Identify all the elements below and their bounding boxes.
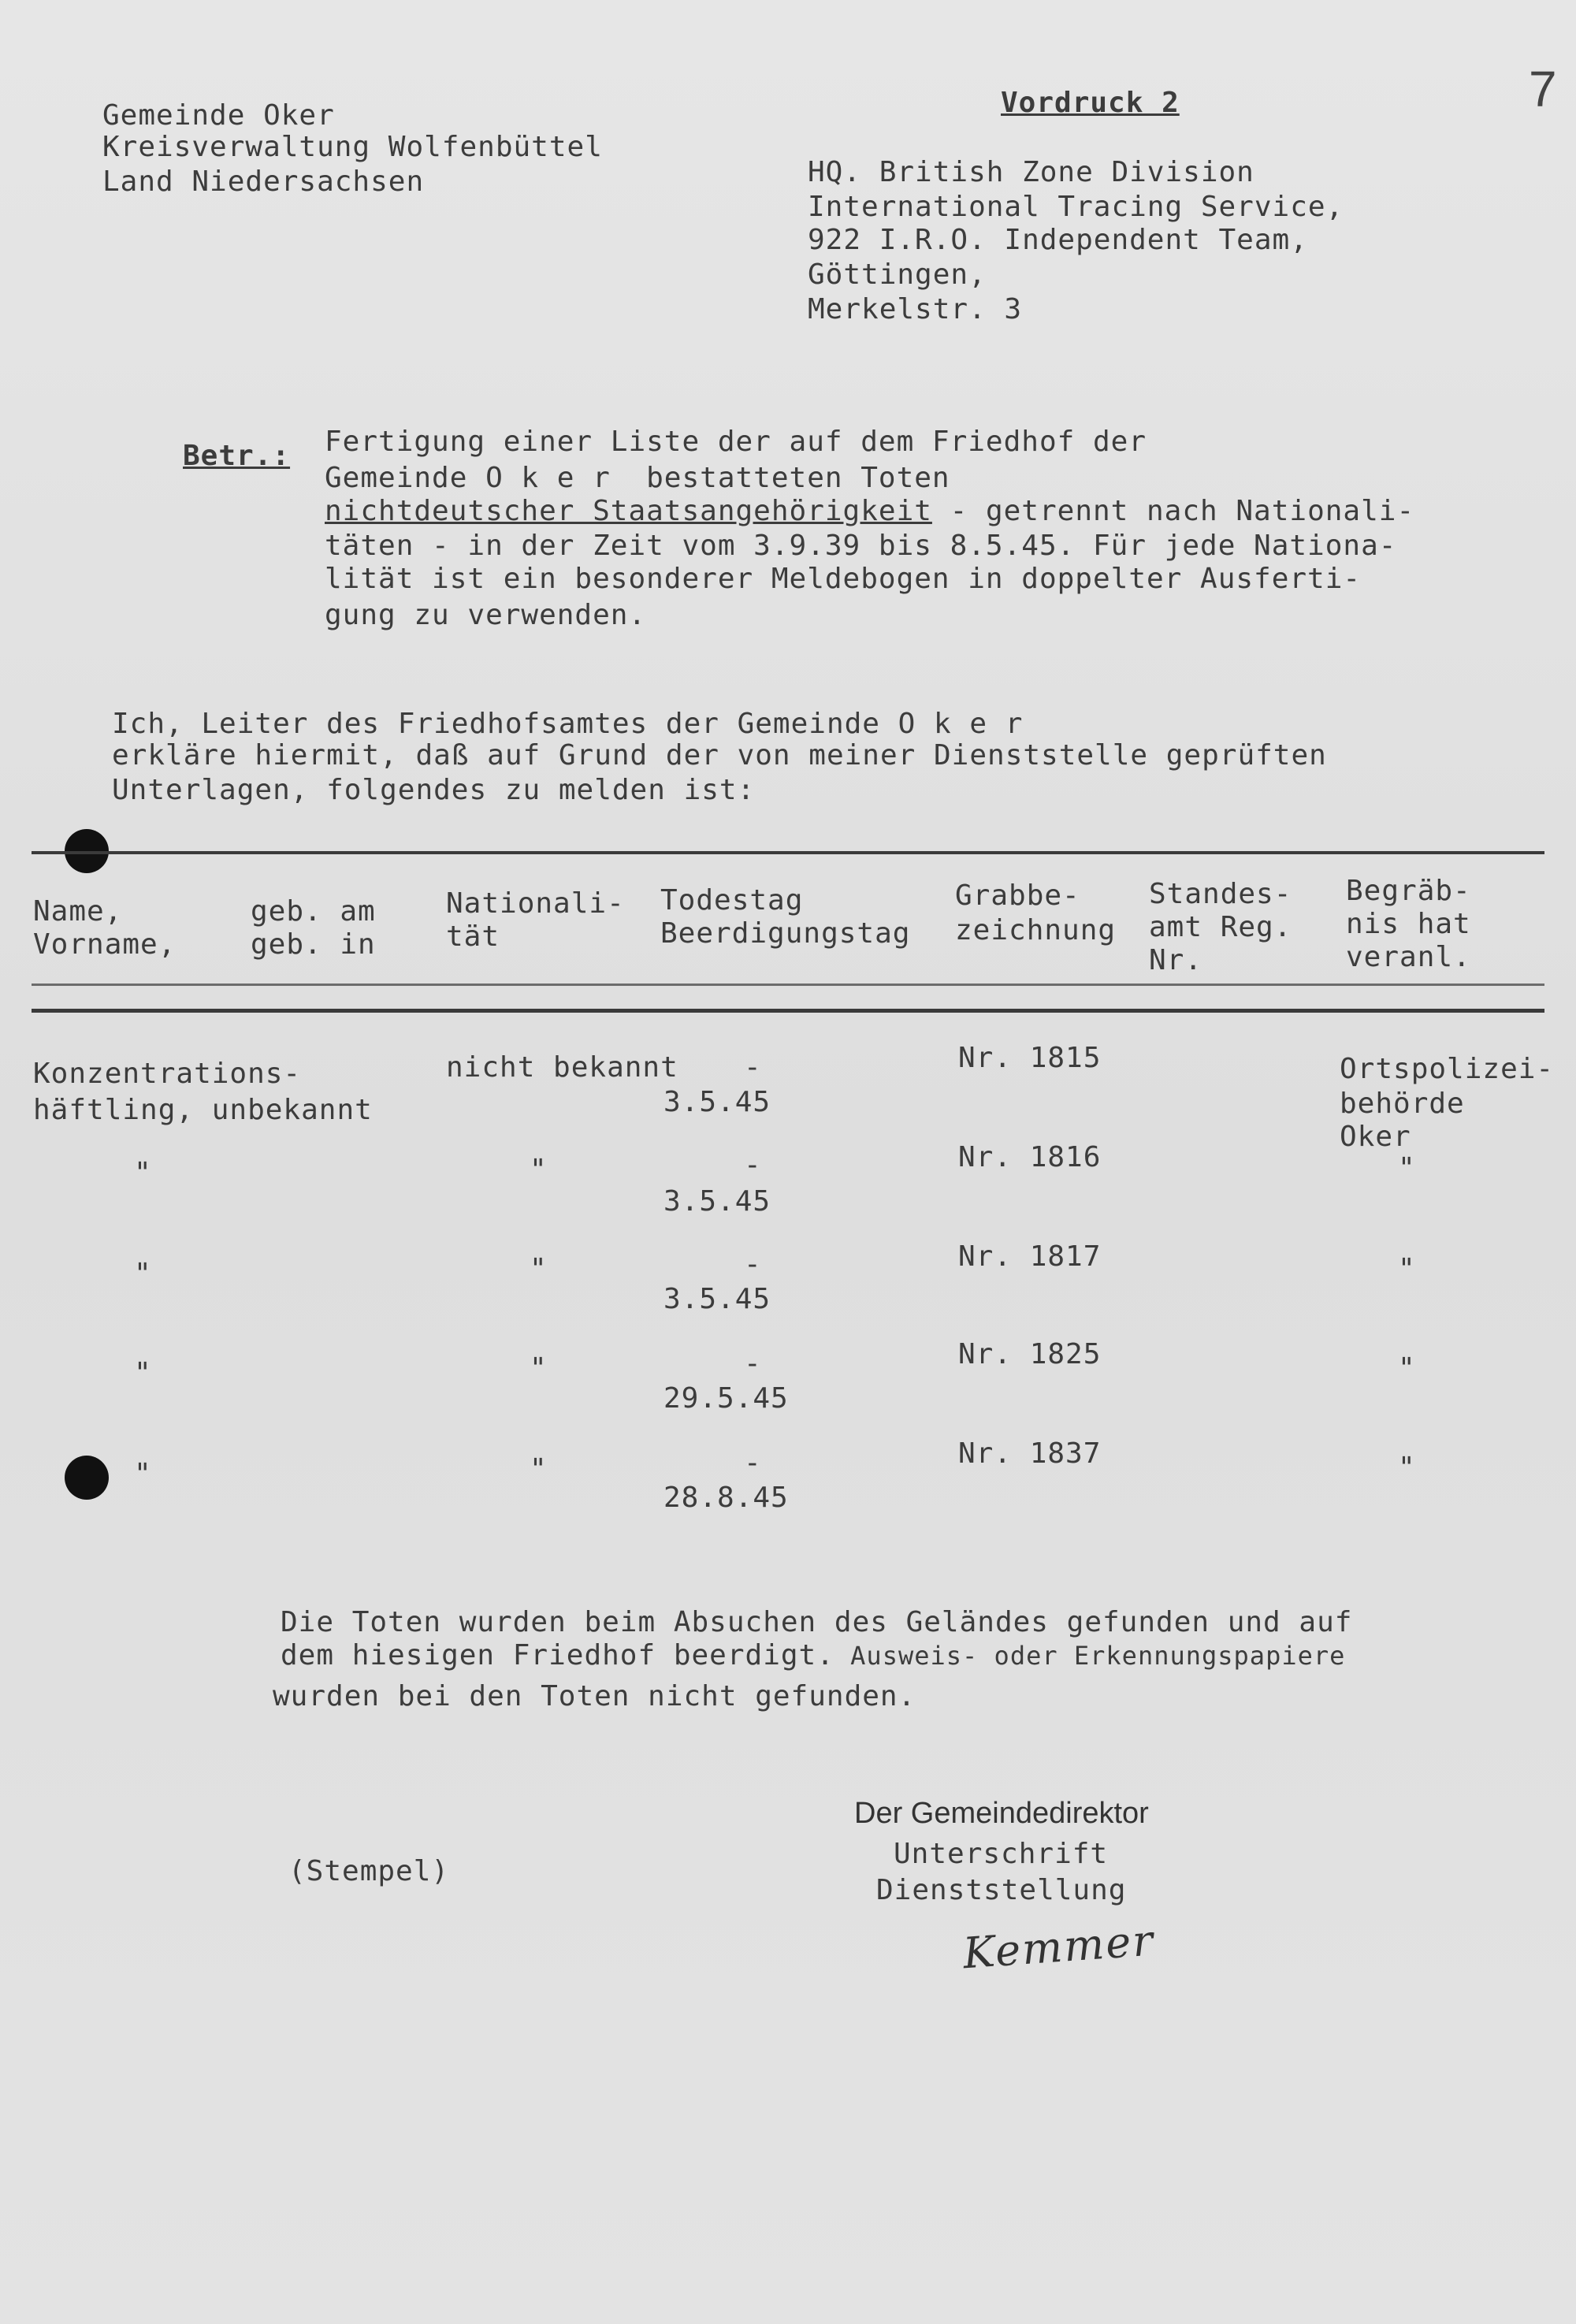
row-1-date: 3.5.45 <box>663 1086 771 1118</box>
row-2-name: " <box>134 1157 152 1189</box>
sender-line-1: Gemeinde Oker <box>102 99 335 132</box>
header-geb-1: geb. am <box>251 895 376 928</box>
subject-line-6: gung zu verwenden. <box>325 599 647 631</box>
row-5-nationality: " <box>530 1453 548 1486</box>
subject-label: Betr.: <box>183 440 291 472</box>
signature-line-2: Dienststellung <box>876 1874 1127 1906</box>
footer-note-line-3: wurden bei den Toten nicht gefunden. <box>273 1680 916 1712</box>
stamp-label: (Stempel) <box>288 1855 450 1887</box>
row-1-name-2: häftling, unbekannt <box>33 1094 373 1126</box>
row-4-nationality: " <box>530 1352 548 1385</box>
header-name-1: Name, <box>33 895 123 928</box>
recipient-line-2: International Tracing Service, <box>808 191 1344 223</box>
recipient-line-3: 922 I.R.O. Independent Team, <box>808 224 1308 256</box>
row-3-arranged: " <box>1398 1253 1416 1285</box>
row-2-grave: Nr. 1816 <box>958 1141 1102 1173</box>
row-1-name-1: Konzentrations- <box>33 1058 302 1090</box>
recipient-line-1: HQ. British Zone Division <box>808 156 1254 188</box>
row-1-grave: Nr. 1815 <box>958 1042 1102 1074</box>
row-4-name: " <box>134 1357 152 1389</box>
declaration-line-2: erkläre hiermit, daß auf Grund der von meiner Dienststelle geprüften <box>112 739 1327 772</box>
signature-title: Der Gemeindedirektor <box>854 1797 1149 1830</box>
row-4-dash: - <box>744 1348 762 1380</box>
header-tod-2: Beerdigungstag <box>660 917 911 950</box>
row-4-date: 29.5.45 <box>663 1382 789 1415</box>
table-header-rule <box>32 984 1544 986</box>
subject-line-4: täten - in der Zeit vom 3.9.39 bis 8.5.45. Für jede Nationa- <box>325 530 1397 562</box>
signature-line-1: Unterschrift <box>894 1838 1109 1870</box>
subject-line-5: lität ist ein besonderer Meldebogen in doppelter Ausferti- <box>325 563 1362 595</box>
subject-line-1: Fertigung einer Liste der auf dem Friedhof der <box>325 426 1147 458</box>
sender-line-2: Kreisverwaltung Wolfenbüttel <box>102 131 603 163</box>
header-begr-2: nis hat <box>1346 908 1471 940</box>
row-5-dash: - <box>744 1447 762 1479</box>
header-geb-2: geb. in <box>251 928 376 961</box>
declaration-line-3: Unterlagen, folgendes zu melden ist: <box>112 774 756 806</box>
table-header-rule-2 <box>32 1009 1544 1013</box>
header-nat-1: Nationali- <box>446 887 625 920</box>
row-1-arranged-3: Oker <box>1340 1121 1411 1153</box>
subject-line-2: Gemeinde O k e r bestatteten Toten <box>325 462 950 494</box>
punch-hole-bottom <box>65 1456 109 1500</box>
row-5-arranged: " <box>1398 1452 1416 1484</box>
header-begr-3: veranl. <box>1346 941 1471 973</box>
row-1-arranged-2: behörde <box>1340 1088 1465 1120</box>
subject-line-3 <box>325 493 1414 530</box>
declaration-line-1: Ich, Leiter des Friedhofsamtes der Gemeinde O k e r <box>112 708 1024 740</box>
row-3-grave: Nr. 1817 <box>958 1240 1102 1273</box>
header-grab-1: Grabbe- <box>955 879 1080 912</box>
footer-note-line-1: Die Toten wurden beim Absuchen des Geländes gefunden und auf <box>281 1606 1353 1638</box>
header-tod-1: Todestag <box>660 884 804 917</box>
header-nat-2: tät <box>446 920 500 953</box>
form-title: Vordruck 2 <box>1001 87 1180 119</box>
row-1-dash: - <box>744 1051 762 1084</box>
table-top-rule <box>32 851 1544 854</box>
subject-line-3-rest: - getrennt nach Nationali- <box>931 495 1415 527</box>
subject-line-3-underlined: nichtdeutscher Staatsangehörigkeit <box>325 495 932 527</box>
row-3-date: 3.5.45 <box>663 1283 771 1315</box>
row-1-nationality: nicht bekannt <box>446 1051 678 1084</box>
row-2-date: 3.5.45 <box>663 1185 771 1218</box>
row-5-name: " <box>134 1458 152 1490</box>
row-3-nationality: " <box>530 1253 548 1285</box>
row-2-arranged: " <box>1398 1152 1416 1184</box>
footer-note-line-2b: Ausweis- oder Erkennungspapiere <box>834 1641 1346 1671</box>
row-5-date: 28.8.45 <box>663 1482 789 1514</box>
recipient-line-4: Göttingen, <box>808 258 987 291</box>
footer-note-line-2a: dem hiesigen Friedhof beerdigt. <box>281 1639 834 1671</box>
header-grab-2: zeichnung <box>955 914 1117 946</box>
row-4-grave: Nr. 1825 <box>958 1338 1102 1370</box>
handwritten-signature: Kemmer <box>961 1915 1156 1979</box>
row-1-arranged-1: Ortspolizei- <box>1340 1053 1555 1085</box>
row-2-nationality: " <box>530 1154 548 1186</box>
header-stand-2: amt Reg. <box>1149 911 1292 943</box>
row-4-arranged: " <box>1398 1352 1416 1385</box>
page-number: 7 <box>1529 61 1557 117</box>
row-3-name: " <box>134 1258 152 1290</box>
row-5-grave: Nr. 1837 <box>958 1437 1102 1470</box>
row-2-dash: - <box>744 1149 762 1181</box>
recipient-line-5: Merkelstr. 3 <box>808 293 1023 325</box>
row-3-dash: - <box>744 1248 762 1281</box>
header-stand-3: Nr. <box>1149 944 1203 976</box>
footer-note-line-2 <box>281 1638 1345 1674</box>
header-begr-1: Begräb- <box>1346 875 1471 907</box>
sender-line-3: Land Niedersachsen <box>102 165 425 198</box>
header-stand-1: Standes- <box>1149 878 1292 910</box>
header-name-2: Vorname, <box>33 928 177 961</box>
